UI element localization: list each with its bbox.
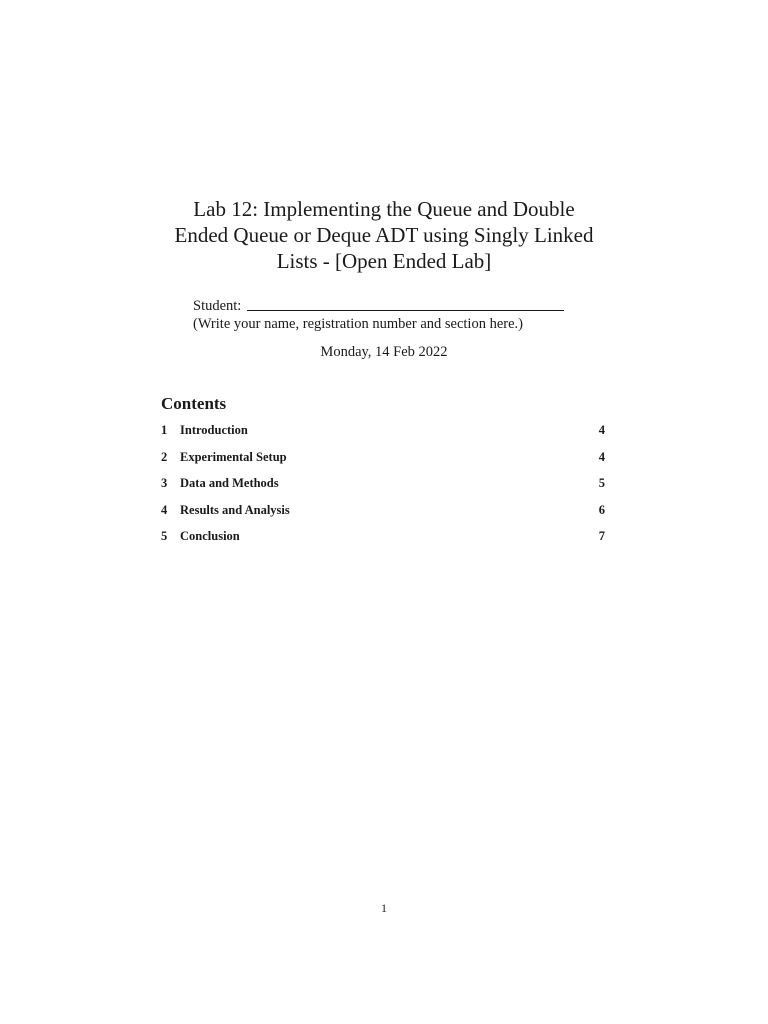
page-number: 1 (381, 901, 387, 915)
student-info-block (193, 297, 564, 333)
toc-entry-title: Data and Methods (180, 476, 279, 491)
toc-entry-number: 5 (161, 529, 168, 544)
student-note: (Write your name, registration number and section here.) (193, 316, 523, 332)
toc-entry-conclusion[interactable] (161, 529, 605, 556)
toc-entry-title: Results and Analysis (180, 502, 290, 517)
toc-entry-page: 7 (598, 529, 605, 544)
title-line: Lab 12: Implementing the Queue and Double (193, 197, 575, 221)
toc-entry-title: Conclusion (180, 529, 240, 544)
toc-entry-introduction[interactable] (161, 423, 605, 450)
toc-entry-page: 4 (598, 449, 605, 464)
title-line: Ended Queue or Deque ADT using Singly Linked (174, 223, 594, 247)
toc-entry-number: 3 (161, 476, 168, 491)
toc-entry-page: 4 (598, 423, 605, 437)
student-name-blank[interactable] (247, 310, 564, 311)
title-line: Lists - [Open Ended Lab] (276, 249, 492, 273)
toc-entry-title: Experimental Setup (180, 449, 287, 464)
toc-entry-number: 4 (161, 502, 168, 517)
toc-entry-data-and-methods[interactable] (161, 476, 605, 503)
toc-entry-title: Introduction (180, 423, 248, 437)
table-of-contents (161, 423, 605, 556)
toc-entry-page: 6 (598, 502, 605, 517)
toc-entry-number: 1 (161, 423, 168, 437)
document-date: Monday, 14 Feb 2022 (320, 344, 448, 360)
student-label: Student: (193, 298, 242, 314)
toc-entry-experimental-setup[interactable] (161, 450, 605, 477)
toc-entry-results-and-analysis[interactable] (161, 503, 605, 530)
toc-entry-page: 5 (598, 476, 605, 491)
toc-entry-number: 2 (161, 449, 168, 464)
student-line (193, 297, 564, 315)
contents-heading: Contents (161, 394, 227, 413)
document-title (140, 196, 628, 274)
